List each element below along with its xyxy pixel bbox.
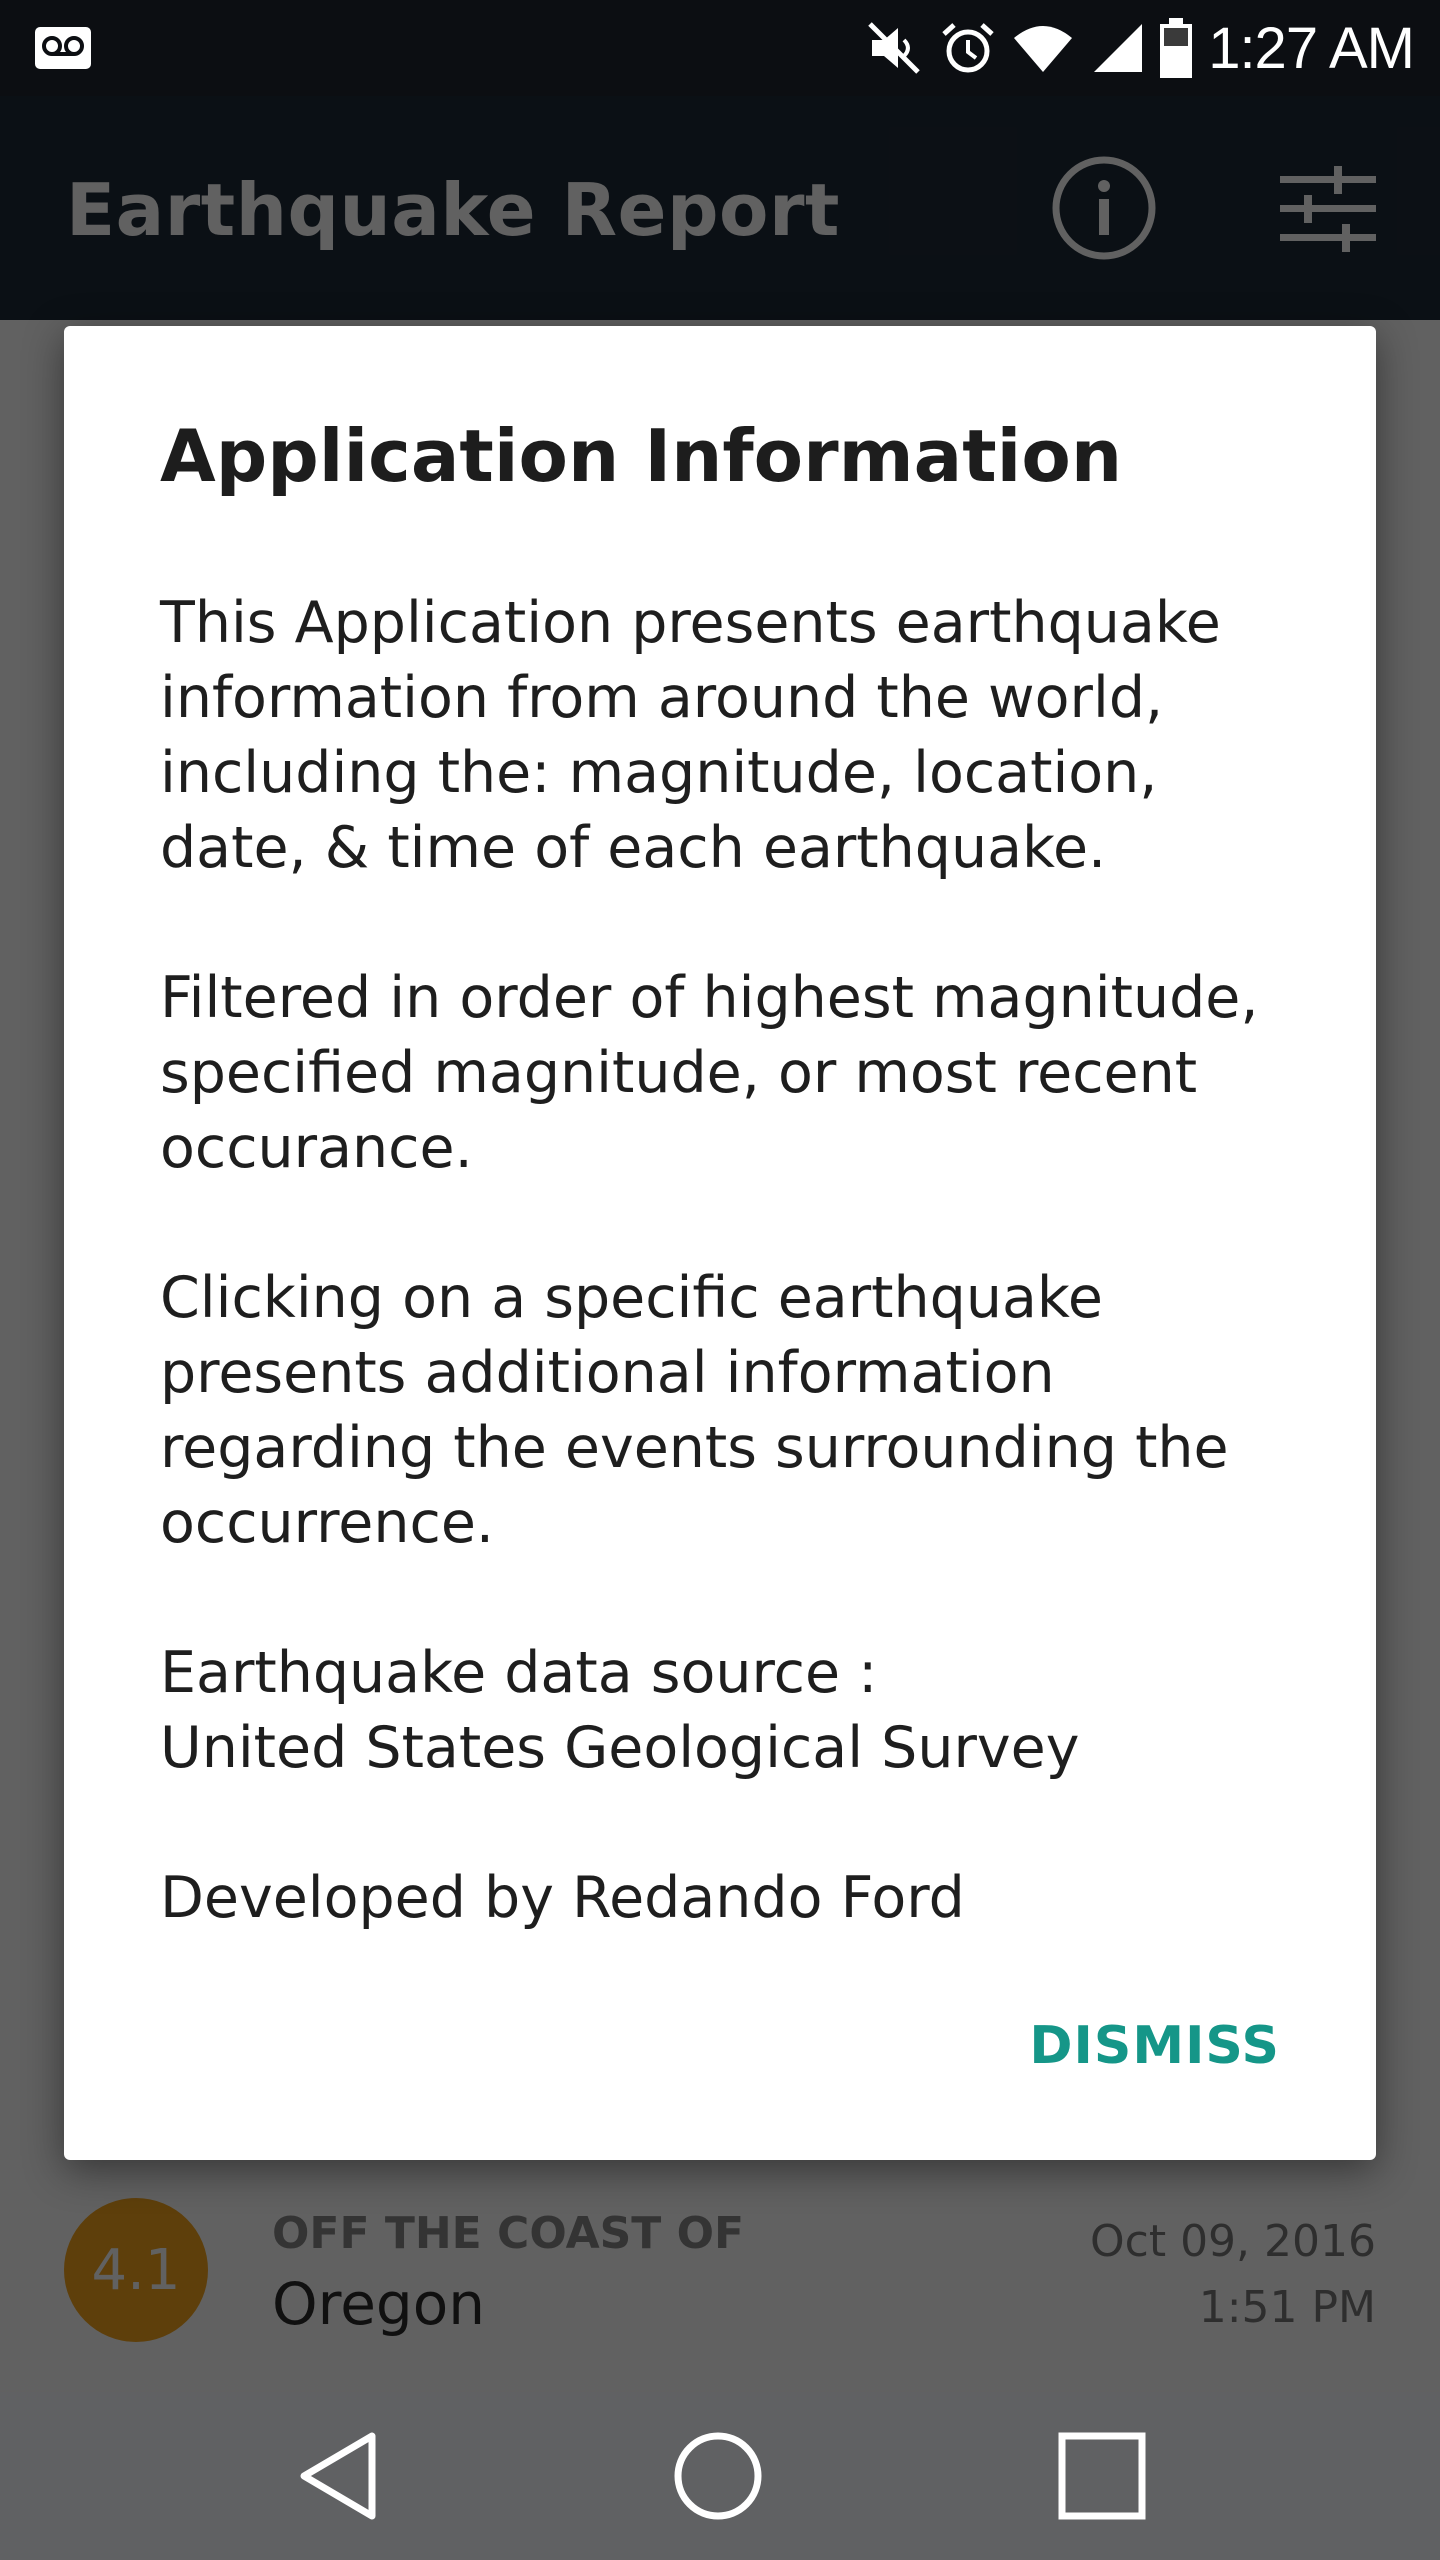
recents-icon[interactable] — [1052, 2426, 1152, 2526]
signal-icon — [1088, 20, 1144, 76]
dialog-paragraph: This Application presents earthquake information from around the world, including the: magnitude, location, date, & time of each earthquake. — [160, 590, 1221, 881]
mute-icon — [864, 18, 924, 78]
home-icon[interactable] — [668, 2426, 768, 2526]
clock: 1:27 AM — [1208, 15, 1414, 81]
voicemail-icon — [34, 26, 92, 70]
status-bar — [0, 0, 1440, 96]
dismiss-button[interactable]: DISMISS — [1029, 2016, 1280, 2076]
alarm-icon — [938, 18, 998, 78]
dialog-title: Application Information — [160, 414, 1123, 498]
battery-icon — [1158, 16, 1194, 80]
wifi-icon — [1012, 20, 1074, 76]
info-dialog — [64, 326, 1376, 2160]
dialog-paragraph: Clicking on a specific earthquake presents additional information regarding the events surrounding the occurrence. — [160, 1265, 1229, 1556]
dialog-body — [160, 586, 1320, 2011]
navigation-bar — [0, 2392, 1440, 2560]
dialog-paragraph: Filtered in order of highest magnitude, specified magnitude, or most recent occurance. — [160, 965, 1259, 1181]
dialog-paragraph: Earthquake data source : United States Geological Survey — [160, 1640, 1080, 1781]
status-icons — [864, 0, 1414, 96]
back-icon[interactable] — [290, 2426, 390, 2526]
dialog-paragraph: Developed by Redando Ford — [160, 1865, 965, 1931]
